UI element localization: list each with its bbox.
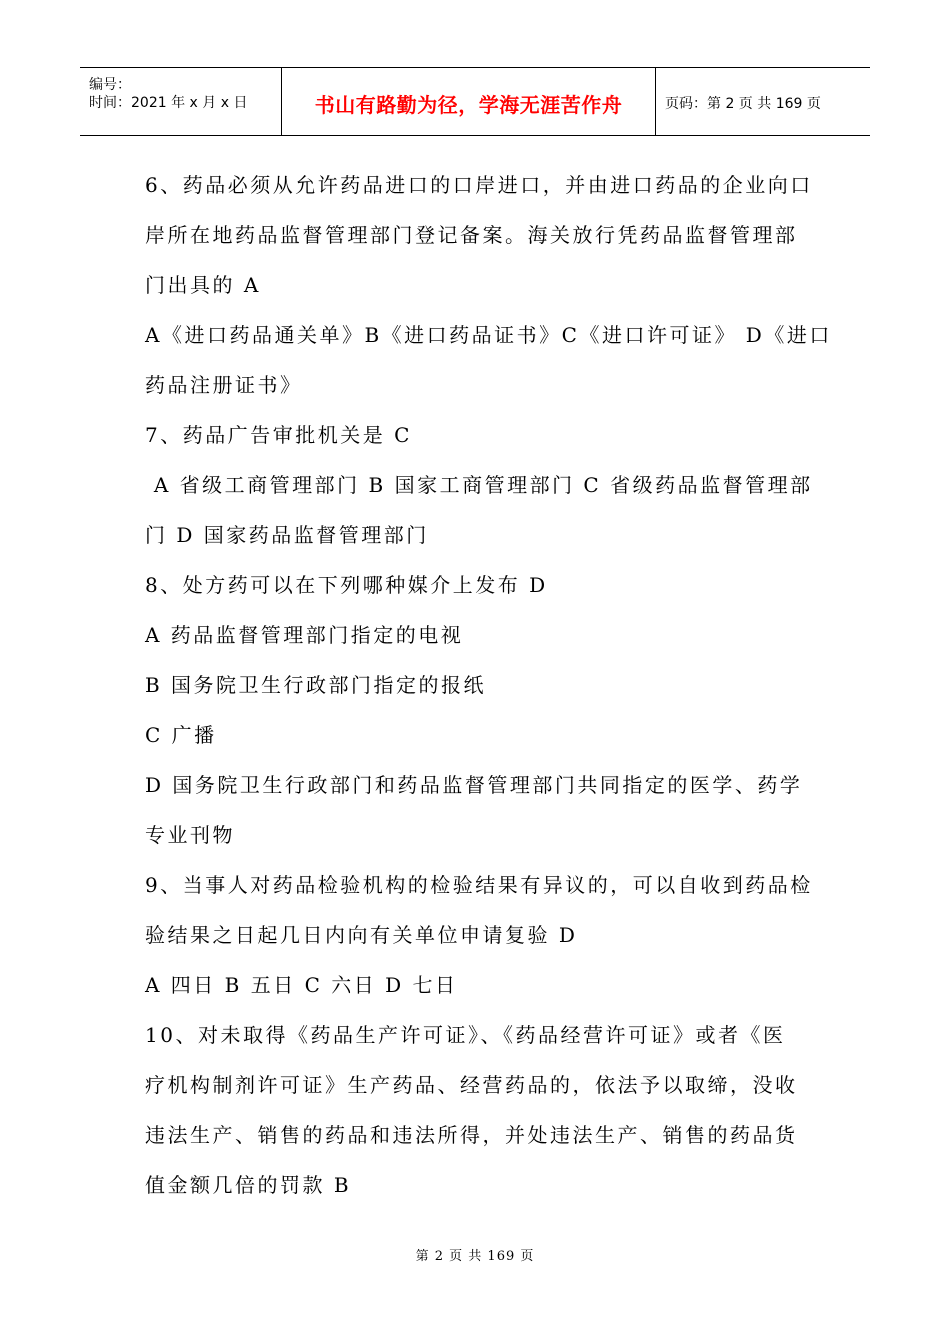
text-line: A 省级工商管理部门 B 国家工商管理部门 C 省级药品监督管理部 [145,473,813,497]
header-meta-cell [80,68,282,135]
text-line: 药品注册证书》 [145,373,303,397]
text-line: 验结果之日起几日内向有关单位申请复验 D [145,923,578,947]
text-line: B 国务院卫生行政部门指定的报纸 [145,673,487,697]
text-line: 门 D 国家药品监督管理部门 [145,523,429,547]
text-line: 疗机构制剂许可证》生产药品、经营药品的，依法予以取缔，没收 [145,1073,798,1097]
header-page-info: 页码：第 2 页 共 169 页 [665,95,821,112]
text-line: D 国务院卫生行政部门和药品监督管理部门共同指定的医学、药学 [145,773,803,797]
text-line: A《进口药品通关单》B《进口药品证书》C《进口许可证》 D《进口 [145,323,832,347]
text-line: C 广播 [145,723,217,747]
text-line: 8、处方药可以在下列哪种媒介上发布 D [145,573,548,597]
text-line: 9、当事人对药品检验机构的检验结果有异议的，可以自收到药品检 [145,873,813,897]
text-line: 违法生产、销售的药品和违法所得，并处违法生产、销售的药品货 [145,1123,798,1147]
text-line: 7、药品广告审批机关是 C [145,423,412,447]
text-line: A 药品监督管理部门指定的电视 [145,623,464,647]
document-header [80,67,870,136]
text-line: 岸所在地药品监督管理部门登记备案。海关放行凭药品监督管理部 [145,223,798,247]
text-line: 值金额几倍的罚款 B [145,1173,352,1197]
page-footer: 第 2 页 共 169 页 [415,1249,535,1264]
header-motto-cell [282,68,656,135]
text-line: 10、对未取得《药品生产许可证》、《药品经营许可证》或者《医 [145,1023,786,1047]
text-line: A 四日 B 五日 C 六日 D 七日 [145,973,458,997]
text-line: 门出具的 A [145,273,261,297]
text-line: 专业刊物 [145,823,235,847]
motto-text: 书山有路勤为径，学海无涯苦作舟 [314,93,623,117]
number-label: 编号： [89,77,131,93]
time-label: 时间：2021 年 x 月 x 日 [89,95,248,111]
document-body [145,160,832,1210]
text-line: 6、药品必须从允许药品进口的口岸进口，并由进口药品的企业向口 [145,173,813,197]
